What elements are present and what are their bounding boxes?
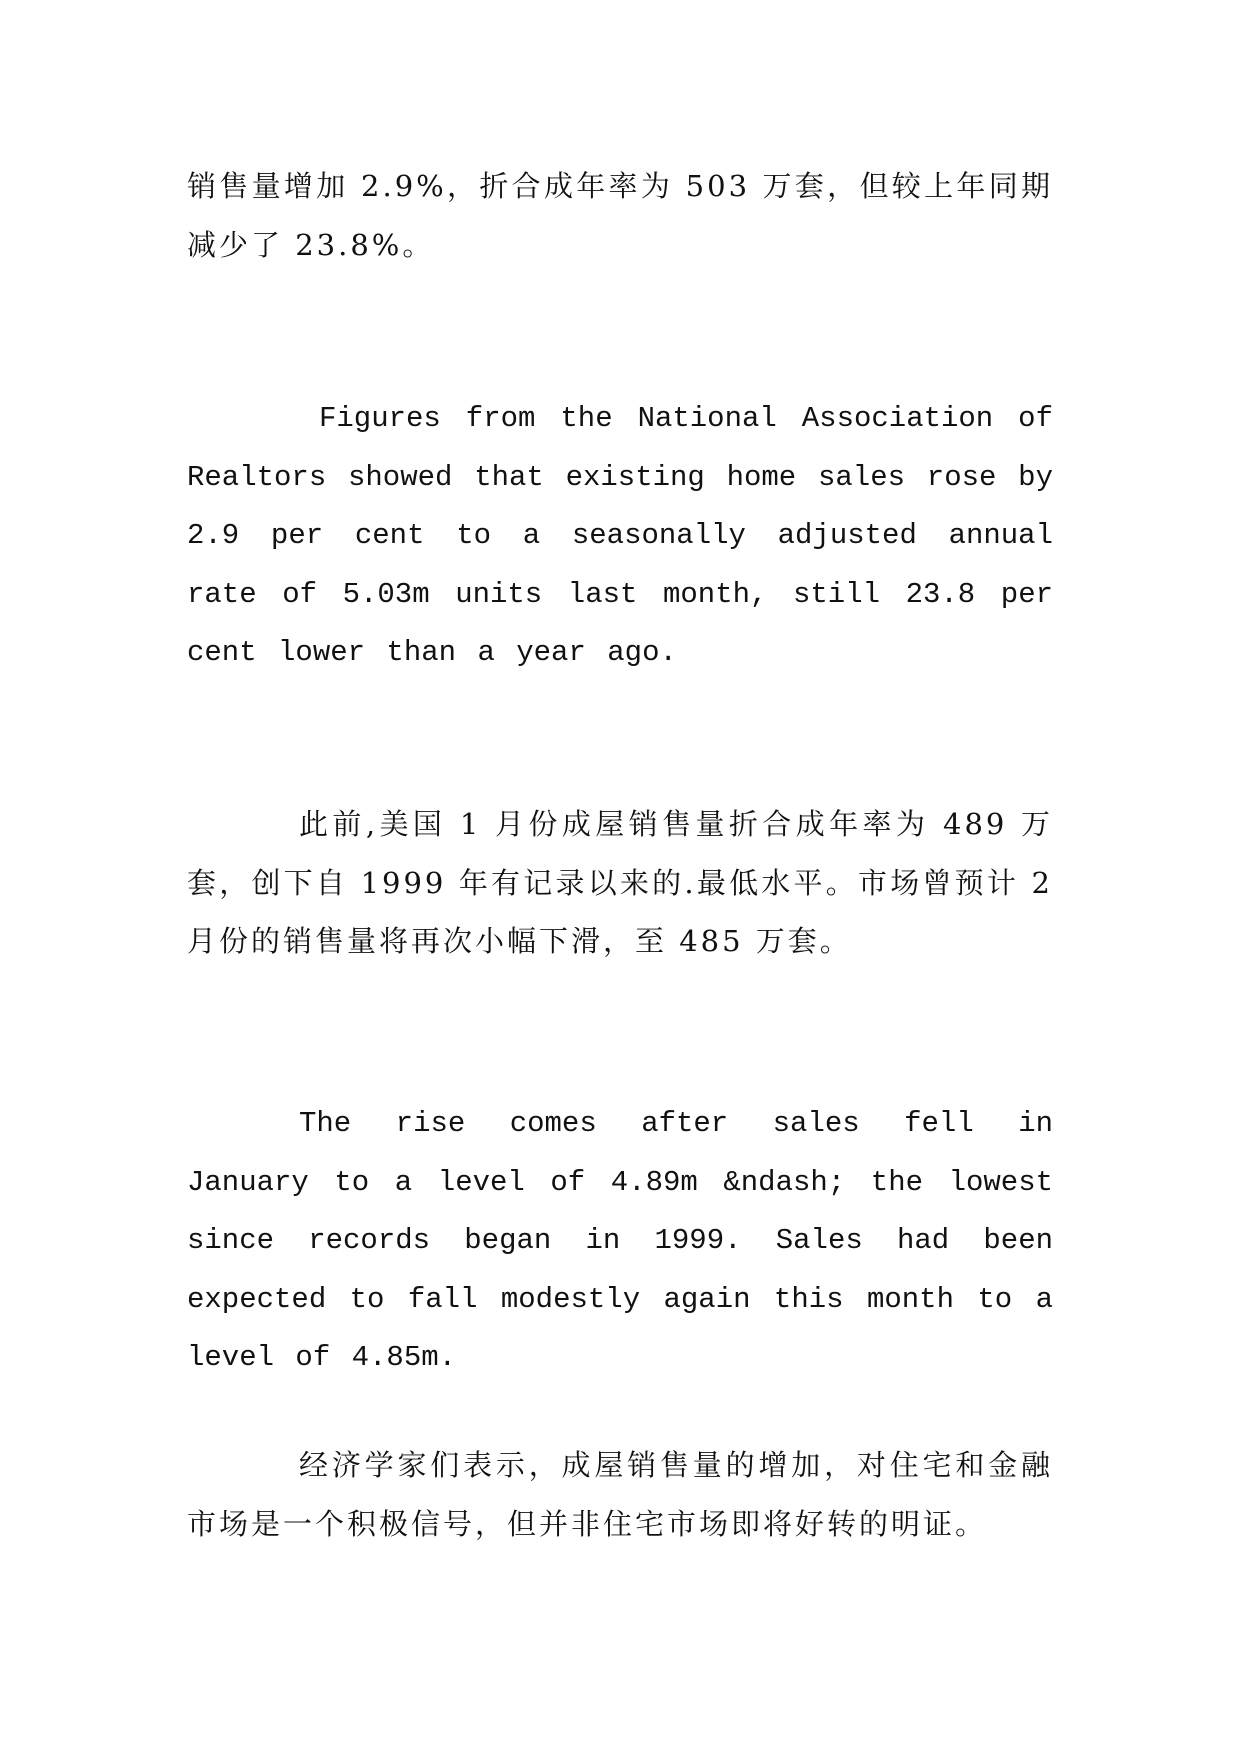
paragraph-chinese-economists: 经济学家们表示，成屋销售量的增加，对住宅和金融市场是一个积极信号，但并非住宅市场即将好转的明证。 bbox=[187, 1448, 1053, 1541]
paragraph-english-january-sales: The rise comes after sales fell in January to a level of 4.89m &ndash; the lowest since records began in 1999. Sales had been expected to fall modestly again this month to a level of 4.85m. bbox=[187, 1107, 1053, 1374]
paragraph-chinese-sales-increase: 销售量增加 2.9%，折合成年率为 503 万套，但较上年同期减少了 23.8%。 bbox=[187, 169, 1053, 262]
paragraph-chinese-january-sales: 此前,美国 1 月份成屋销售量折合成年率为 489 万套，创下自 1999 年有记录以来的.最低水平。市场曾预计 2 月份的销售量将再次小幅下滑，至 485 万套。 bbox=[187, 807, 1053, 958]
paragraph-english-realtors-figures: Figures from the National Association of Realtors showed that existing home sales rose by 2.9 per cent to a seasonally adjusted annual rate of 5.03m units last month, still 23.8 per cent lower than a year ago. bbox=[187, 402, 1053, 669]
